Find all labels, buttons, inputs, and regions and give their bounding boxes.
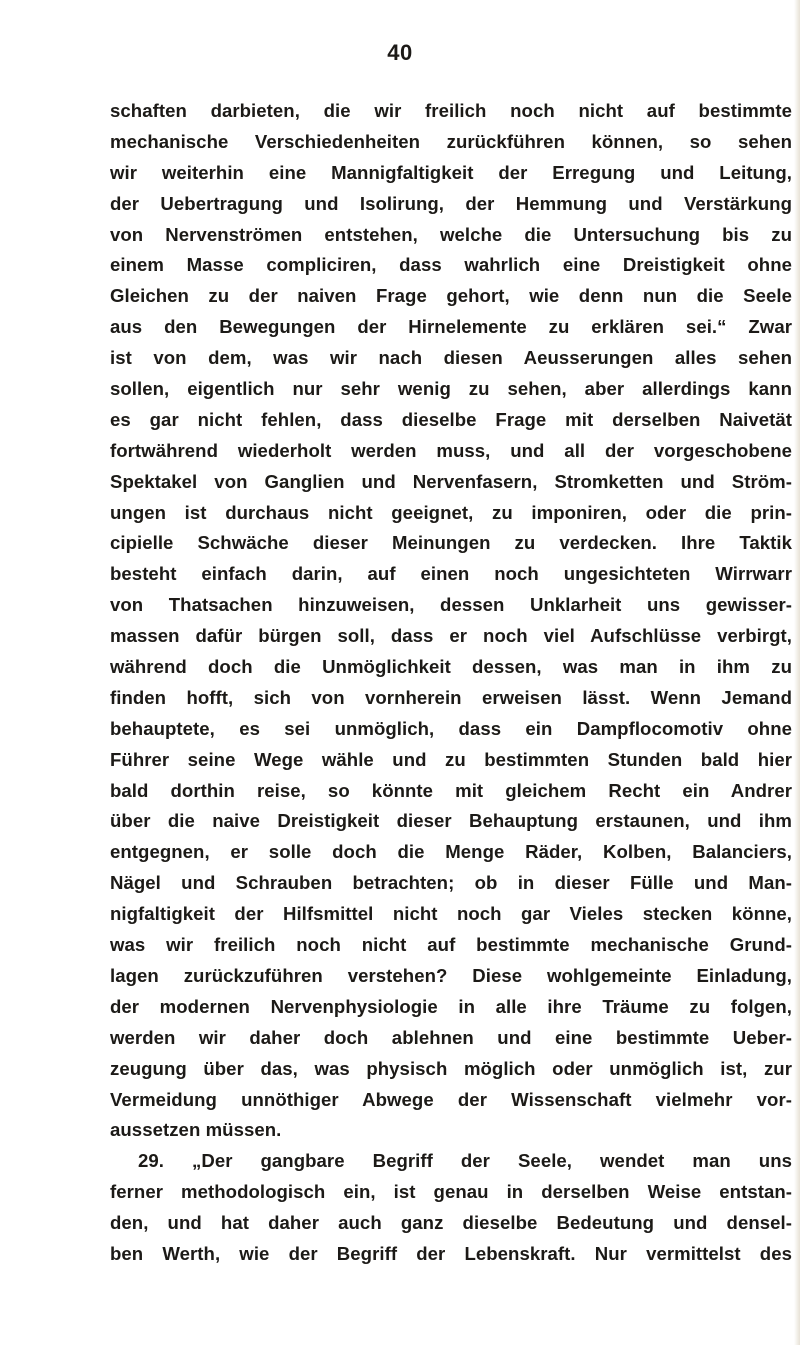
text-line: über die naive Dreistigkeit dieser Behauptung erstaunen, und ihm: [110, 810, 792, 832]
text-line: behauptete, es sei unmöglich, dass ein Dampflocomotiv ohne: [110, 717, 792, 739]
text-line: ist von dem, was wir nach diesen Aeusserungen alles sehen: [110, 347, 792, 369]
text-line: ferner methodologisch ein, ist genau in derselben Weise entstan-: [110, 1181, 792, 1203]
text-line: wir weiterhin eine Mannigfaltigkeit der Erregung und Leitung,: [110, 161, 792, 183]
page-edge-shadow: [794, 0, 800, 1345]
text-line: ben Werth, wie der Begriff der Lebenskraft. Nur vermittelst des: [110, 1242, 792, 1264]
text-line: bald dorthin reise, so könnte mit gleichem Recht ein Andrer: [110, 779, 792, 801]
text-line: der Uebertragung und Isolirung, der Hemmung und Verstärkung: [110, 192, 792, 214]
text-line: nigfaltigkeit der Hilfsmittel nicht noch gar Vieles stecken könne,: [110, 903, 792, 925]
text-line: cipielle Schwäche dieser Meinungen zu verdecken. Ihre Taktik: [110, 532, 792, 554]
text-line: mechanische Verschiedenheiten zurückführen können, so sehen: [110, 130, 792, 152]
text-line: Nägel und Schrauben betrachten; ob in dieser Fülle und Man-: [110, 872, 792, 894]
paragraph-end-line: aussetzen müssen.: [110, 1119, 282, 1141]
text-line: den, und hat daher auch ganz dieselbe Bedeutung und densel-: [110, 1212, 792, 1234]
text-line: lagen zurückzuführen verstehen? Diese wohlgemeinte Einladung,: [110, 964, 792, 986]
text-line: zeugung über das, was physisch möglich oder unmöglich ist, zur: [110, 1057, 792, 1079]
text-line: Vermeidung unnöthiger Abwege der Wissenschaft vielmehr vor-: [110, 1088, 792, 1110]
text-line: von Nervenströmen entstehen, welche die Untersuchung bis zu: [110, 223, 792, 245]
page-number: 40: [387, 40, 413, 65]
text-line: während doch die Unmöglichkeit dessen, was man in ihm zu: [110, 656, 792, 678]
text-line: Spektakel von Ganglien und Nervenfasern, Stromketten und Ström-: [110, 470, 792, 492]
text-line: finden hofft, sich von vornherein erweisen lässt. Wenn Jemand: [110, 686, 792, 708]
text-line: was wir freilich noch nicht auf bestimmte mechanische Grund-: [110, 934, 792, 956]
section-29-opening-line: 29. „Der gangbare Begriff der Seele, wendet man uns: [138, 1150, 792, 1172]
text-line: ungen ist durchaus nicht geeignet, zu imponiren, oder die prin-: [110, 501, 792, 523]
text-line: Gleichen zu der naiven Frage gehort, wie denn nun die Seele: [110, 285, 792, 307]
text-line: massen dafür bürgen soll, dass er noch viel Aufschlüsse verbirgt,: [110, 625, 792, 647]
text-line: schaften darbieten, die wir freilich noch nicht auf bestimmte: [110, 100, 792, 121]
body-text: [110, 96, 792, 1270]
text-line: einem Masse compliciren, dass wahrlich eine Dreistigkeit ohne: [110, 254, 792, 276]
text-line: es gar nicht fehlen, dass dieselbe Frage mit derselben Naivetät: [110, 408, 792, 430]
text-line: aus den Bewegungen der Hirnelemente zu erklären sei.“ Zwar: [110, 316, 792, 338]
text-line: besteht einfach darin, auf einen noch ungesichteten Wirrwarr: [110, 563, 792, 585]
text-line: werden wir daher doch ablehnen und eine bestimmte Ueber-: [110, 1026, 792, 1048]
text-line: von Thatsachen hinzuweisen, dessen Unklarheit uns gewisser-: [110, 594, 792, 616]
text-line: sollen, eigentlich nur sehr wenig zu sehen, aber allerdings kann: [110, 378, 792, 400]
text-line: fortwährend wiederholt werden muss, und all der vorgeschobene: [110, 439, 792, 461]
text-line: Führer seine Wege wähle und zu bestimmten Stunden bald hier: [110, 748, 792, 770]
text-line: der modernen Nervenphysiologie in alle ihre Träume zu folgen,: [110, 995, 792, 1017]
text-line: entgegnen, er solle doch die Menge Räder, Kolben, Balanciers,: [110, 841, 792, 863]
